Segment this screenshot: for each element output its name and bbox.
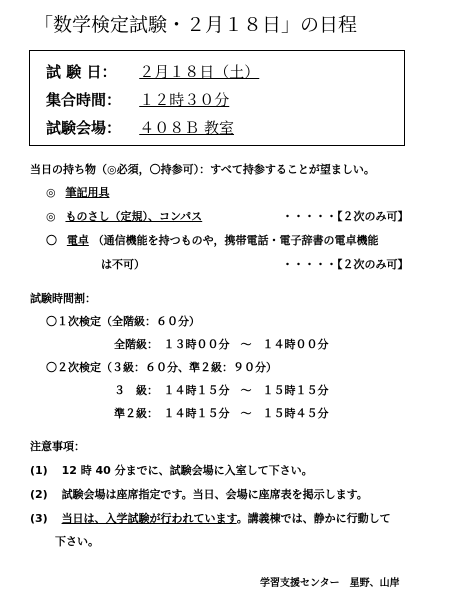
ruler-compass-label: ものさし（定規）、コンパス bbox=[65, 210, 203, 223]
second-exam-label: 〇２次検定（３級：６０分、準２級：９０分） bbox=[46, 361, 277, 374]
list-item-ruler bbox=[46, 208, 202, 224]
list-item-calculator bbox=[46, 232, 378, 248]
note-text-underlined: 当日は、入学試験が行われています bbox=[61, 512, 237, 525]
note-text: 試験会場は座席指定です。当日、会場に座席表を掲示します。 bbox=[61, 488, 368, 501]
notes-heading: 注意事項： bbox=[30, 440, 85, 453]
footer-signature: 学習支援センター 星野、山岸 bbox=[260, 578, 400, 589]
required-mark: ◎ bbox=[46, 210, 56, 223]
note-number: (3) bbox=[30, 512, 48, 525]
gathering-time-row bbox=[46, 89, 229, 110]
ruler-note: ・・・・・【２次のみ可】 bbox=[282, 210, 409, 223]
note-item-1 bbox=[30, 462, 313, 478]
exam-venue-label: 試験会場： bbox=[46, 119, 122, 137]
note-item-3 bbox=[30, 510, 391, 526]
optional-mark: 〇 bbox=[46, 234, 57, 247]
exam-date-row bbox=[46, 61, 259, 82]
note-item-3-cont: 下さい。 bbox=[55, 535, 99, 548]
page-title: 「数学検定試験・２月１８日」の日程 bbox=[34, 14, 358, 36]
calculator-description-cont: は不可） bbox=[101, 258, 145, 271]
exam-info-box bbox=[29, 50, 405, 146]
note-text: 12 時 40 分までに、試験会場に入室して下さい。 bbox=[61, 464, 313, 477]
belongings-heading: 当日の持ち物（◎必須，〇持参可）：すべて持参することが望ましい。 bbox=[30, 163, 375, 176]
exam-venue-value: ４０８Ｂ 教室 bbox=[139, 119, 235, 137]
note-text: 。講義棟では、静かに行動して bbox=[236, 512, 391, 525]
exam-date-value: ２月１８日（土） bbox=[139, 63, 260, 81]
first-exam-time: 全階級： １３時００分 ～ １４時００分 bbox=[114, 338, 329, 351]
note-item-2 bbox=[30, 486, 368, 502]
schedule-heading: 試験時間割： bbox=[30, 292, 96, 305]
exam-venue-row bbox=[46, 117, 234, 138]
calculator-description: （通信機能を持つものや，携帯電話・電子辞書の電卓機能 bbox=[92, 234, 379, 247]
first-exam-label: 〇１次検定（全階級：６０分） bbox=[46, 315, 200, 328]
list-item-writing-tools bbox=[46, 184, 109, 200]
note-number: (2) bbox=[30, 488, 48, 501]
gathering-time-label: 集合時間： bbox=[46, 91, 122, 109]
gathering-time-value: １２時３０分 bbox=[139, 91, 230, 109]
note-number: (1) bbox=[30, 464, 48, 477]
grade3-time: ３ 級： １４時１５分 ～ １５時１５分 bbox=[114, 384, 329, 397]
exam-date-label: 試 験 日： bbox=[46, 63, 117, 81]
calculator-note: ・・・・・【２次のみ可】 bbox=[282, 258, 409, 271]
calculator-label: 電卓 bbox=[66, 234, 89, 247]
required-mark: ◎ bbox=[46, 186, 56, 199]
pre-grade2-time: 準２級： １４時１５分 ～ １５時４５分 bbox=[114, 407, 329, 420]
writing-tools-label: 筆記用具 bbox=[65, 186, 110, 199]
